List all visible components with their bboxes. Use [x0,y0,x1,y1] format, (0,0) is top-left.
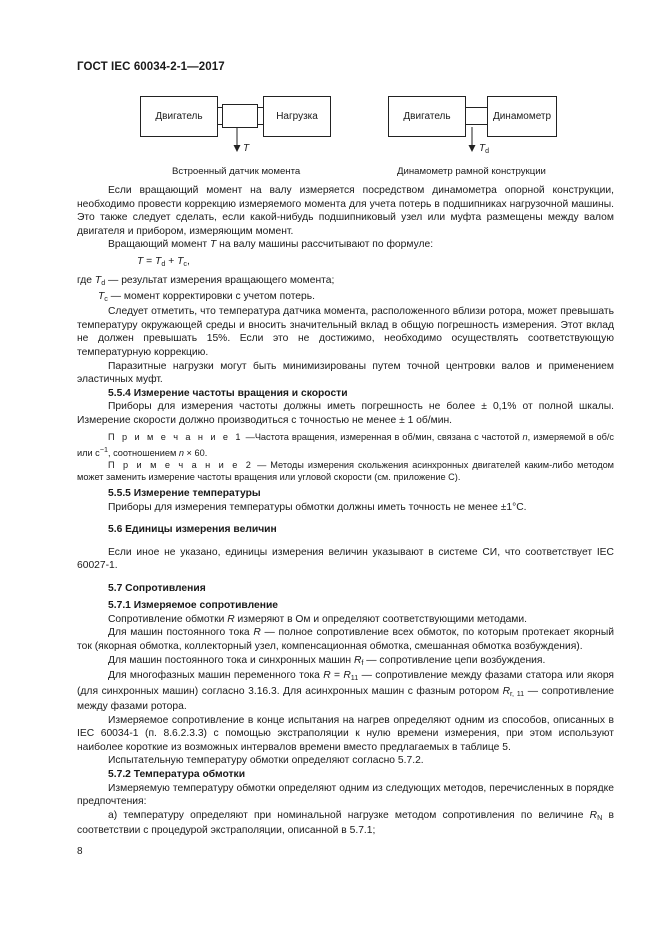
paragraph-extrapolation: Измеряемое сопротивление в конце испытания на нагрев определяют одним из способов, описанных в IEC 60034-1 (п. 8.6.2.3.3) с помощью экстраполяции к нулю времени измерения, при этом используют наиболее короткие из возможных интервалов времени вместо предлагаемых в таблице 5. [77,714,614,753]
page-number: 8 [77,846,83,857]
reaction-torque-arrow-icon [467,127,477,153]
note-1: П р и м е ч а н и е 1 —Частота вращения, измеренная в об/мин, связана с частотой n, измеряемой в об/с или $с^{-1}$, соотношением n × 60. [77,432,614,458]
paragraph-winding-temperature-methods: Измеряемую температуру обмотки определяют одним из следующих методов, перечисленных в порядке предпочтения: [77,782,614,808]
paragraph-frequency-accuracy: Приборы для измерения частоты должны иметь погрешность не более ± 0,1% от полной шкалы. Измерение скорости должно производиться с точностью не менее ± 1 об/мин. [77,401,614,426]
paragraph-polyphase-machines: Для многофазных машин переменного тока $R = R_{11}$ — сопротивление между фазами статора или якоря (для синхронных машин) согласно 3.16.3. Для асинхронных машин с фазным ротором $R_{r, 11}$ — сопротивление между фазами ротора. [77,670,615,713]
paragraph-temperature-accuracy: Приборы для измерения температуры обмотки должны иметь точность не менее ±1°С. [108,501,527,513]
torque-arrow-icon [232,127,242,153]
left-figure-caption: Встроенный датчик момента [172,166,301,177]
left-motor-box [140,96,218,137]
paragraph-torque-formula-intro: Вращающий момент T на валу машины рассчитывают по формуле: [108,239,434,251]
document-header: ГОСТ IEC 60034-2-1—2017 [77,61,225,73]
body-text [77,184,614,838]
torque-formula: $T = T_d + T_c$, [137,255,190,268]
where-item-td: где $T_d$ — результат измерения вращающего момента; [77,275,335,288]
right-figure-caption: Динамометр рамной конструкции [397,166,546,177]
paragraph-dc-machines: Для машин постоянного тока R — полное сопротивление всех обмоток, по которым протекает якорный ток (якорная обмотка, коллекторный узел, компенсационная обмотка, смешанная обмотка возбуждения). [77,627,615,653]
right-diagram-shaft-top [465,107,487,108]
paragraph-field-circuit: Для машин постоянного тока и синхронных машин $R_f$ — сопротивление цепи возбуждения. [108,654,546,667]
dynamometer-box [487,96,557,137]
left-motor-label: Двигатель [155,111,203,122]
list-item-a: а) температуру определяют при номинальной нагрузке методом сопротивления по величине $R_N$ в соответствии с процедурой экстраполяции, описанной в 5.7.1; [77,809,614,837]
load-box [263,96,331,137]
where-item-tc: $T_c$ — момент корректировки с учетом потерь. [98,290,315,303]
right-diagram-shaft-bottom [465,124,487,125]
heading-5-7-2: 5.7.2 Температура обмотки [108,768,246,780]
paragraph-sensor-temperature: Следует отметить, что температура датчика момента, расположенного вблизи ротора, может превышать температуру окружающей среды и вносить значительный вклад в общую погрешность измерения. Этот вклад не должен превышать 15%. Если это не достижимо, необходимо осуществлять соответствующую температурную коррекцию. [77,306,614,359]
paragraph-si-units: Если иное не указано, единицы измерения величин указывают в системе СИ, что соответствует IEC 60027-1. [77,546,614,572]
paragraph-torque-correction: Если вращающий момент на валу измеряется посредством динамометра опорной конструкции, необходимо провести коррекцию измеряемого момента для учета потерь в подшипниках нагрузочной машины. Это также следует сделать, если какой-нибудь подшипниковый узел или муфта размещены между валом двигателя и прибором, измеряющим момент. [77,185,614,237]
heading-5-5-4: 5.5.4 Измерение частоты вращения и скорости [108,387,348,399]
paragraph-winding-resistance: Сопротивление обмотки R измеряют в Ом и определяют соответствующими методами. [108,613,527,625]
right-torque-symbol: $T_d$ [479,143,490,155]
heading-5-6: 5.6 Единицы измерения величин [108,524,277,536]
right-motor-box [388,96,466,137]
dynamometer-label: Динамометр [492,111,552,122]
load-label: Нагрузка [276,111,318,122]
note-2: П р и м е ч а н и е 2 — Методы измерения скольжения асинхронных двигателей каким-либо методом может заменить измерение частоты вращения или угловой скорости (см. приложение С). [77,459,614,482]
left-torque-symbol: T [243,143,250,154]
torque-measurement-figure [0,0,661,190]
heading-5-7: 5.7 Сопротивления [108,582,206,594]
right-motor-label: Двигатель [403,111,451,122]
paragraph-test-temperature: Испытательную температуру обмотки определяют согласно 5.7.2. [108,755,424,767]
torque-sensor-box [222,104,258,128]
paragraph-parasitic-loads: Паразитные нагрузки могут быть минимизированы путем точной центровки валов и применением эластичных муфт. [77,360,614,386]
heading-5-5-5: 5.5.5 Измерение температуры [108,488,261,500]
heading-5-7-1: 5.7.1 Измеряемое сопротивление [108,600,279,612]
